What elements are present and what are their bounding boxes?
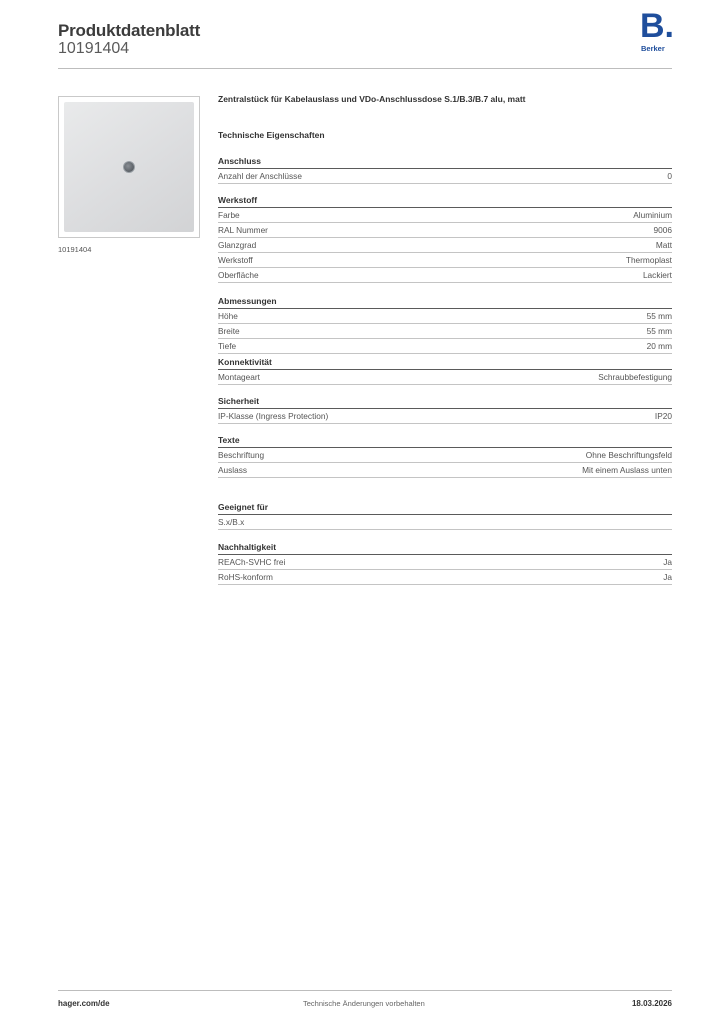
section-heading: Anschluss xyxy=(218,156,672,169)
spec-label: S.x/B.x xyxy=(218,517,245,527)
spec-row xyxy=(218,309,672,324)
section-heading: Texte xyxy=(218,435,672,448)
spec-value: IP20 xyxy=(654,411,672,421)
berker-logo xyxy=(638,7,674,56)
spec-value: Ja xyxy=(663,572,672,582)
spec-section xyxy=(218,435,672,478)
spec-row xyxy=(218,409,672,424)
spec-section xyxy=(218,156,672,184)
product-image xyxy=(58,96,200,238)
spec-label: Tiefe xyxy=(218,341,237,351)
cover-plate xyxy=(64,102,194,232)
section-heading: Geeignet für xyxy=(218,502,672,515)
section-heading: Sicherheit xyxy=(218,396,672,409)
spec-row xyxy=(218,169,672,184)
spec-value: 0 xyxy=(667,171,672,181)
spec-row xyxy=(218,463,672,478)
spec-section xyxy=(218,195,672,283)
spec-row xyxy=(218,253,672,268)
article-number: 10191404 xyxy=(58,40,130,57)
section-heading: Nachhaltigkeit xyxy=(218,542,672,555)
spec-label: Höhe xyxy=(218,311,238,321)
spec-label: Oberfläche xyxy=(218,270,259,280)
spec-value: 20 mm xyxy=(646,341,672,351)
spec-section xyxy=(218,296,672,354)
spec-row xyxy=(218,268,672,283)
page-title: Produktdatenblatt xyxy=(58,21,201,40)
spec-value: Aluminium xyxy=(633,210,672,220)
logo-letter: B. xyxy=(640,7,674,45)
image-caption: 10191404 xyxy=(58,245,92,254)
spec-value: 9006 xyxy=(653,225,672,235)
spec-label: RoHS-konform xyxy=(218,572,273,582)
spec-section xyxy=(218,542,672,585)
spec-row xyxy=(218,448,672,463)
spec-row xyxy=(218,208,672,223)
section-heading: Werkstoff xyxy=(218,195,672,208)
spec-value: 55 mm xyxy=(646,326,672,336)
spec-row xyxy=(218,555,672,570)
spec-label: Beschriftung xyxy=(218,450,265,460)
cable-outlet xyxy=(123,161,135,173)
section-heading: Abmessungen xyxy=(218,296,672,309)
footer-website: hager.com/de xyxy=(58,999,110,1008)
spec-content xyxy=(218,94,672,582)
footer-divider xyxy=(58,990,672,991)
product-title: Zentralstück für Kabelauslass und VDo-Anschlussdose S.1/B.3/B.7 alu, matt xyxy=(218,94,526,104)
header-divider xyxy=(58,68,672,69)
logo-text: Berker xyxy=(641,44,665,53)
spec-label: Auslass xyxy=(218,465,248,475)
spec-label: Anzahl der Anschlüsse xyxy=(218,171,302,181)
spec-value: Ja xyxy=(663,557,672,567)
spec-label: Montageart xyxy=(218,372,260,382)
spec-row xyxy=(218,238,672,253)
section-heading: Konnektivität xyxy=(218,357,672,370)
spec-row xyxy=(218,370,672,385)
spec-label: RAL Nummer xyxy=(218,225,268,235)
spec-label: REACh-SVHC frei xyxy=(218,557,286,567)
spec-label: Werkstoff xyxy=(218,255,253,265)
spec-row xyxy=(218,339,672,354)
footer-note: Technische Änderungen vorbehalten xyxy=(303,999,425,1008)
spec-value: Thermoplast xyxy=(625,255,672,265)
footer-date: 18.03.2026 xyxy=(631,999,672,1008)
spec-row xyxy=(218,570,672,585)
spec-value: Lackiert xyxy=(642,270,672,280)
spec-section xyxy=(218,502,672,530)
spec-value: Mit einem Auslass unten xyxy=(582,465,672,475)
tech-heading: Technische Eigenschaften xyxy=(218,130,325,140)
spec-label: Breite xyxy=(218,326,240,336)
spec-value: Ohne Beschriftungsfeld xyxy=(585,450,672,460)
spec-label: IP-Klasse (Ingress Protection) xyxy=(218,411,329,421)
spec-value: Schraubbefestigung xyxy=(598,372,672,382)
spec-section xyxy=(218,396,672,424)
spec-row xyxy=(218,223,672,238)
spec-label: Glanzgrad xyxy=(218,240,257,250)
spec-label: Farbe xyxy=(218,210,240,220)
spec-row xyxy=(218,324,672,339)
spec-row xyxy=(218,515,672,530)
spec-section xyxy=(218,357,672,385)
spec-value: 55 mm xyxy=(646,311,672,321)
spec-value: Matt xyxy=(655,240,672,250)
